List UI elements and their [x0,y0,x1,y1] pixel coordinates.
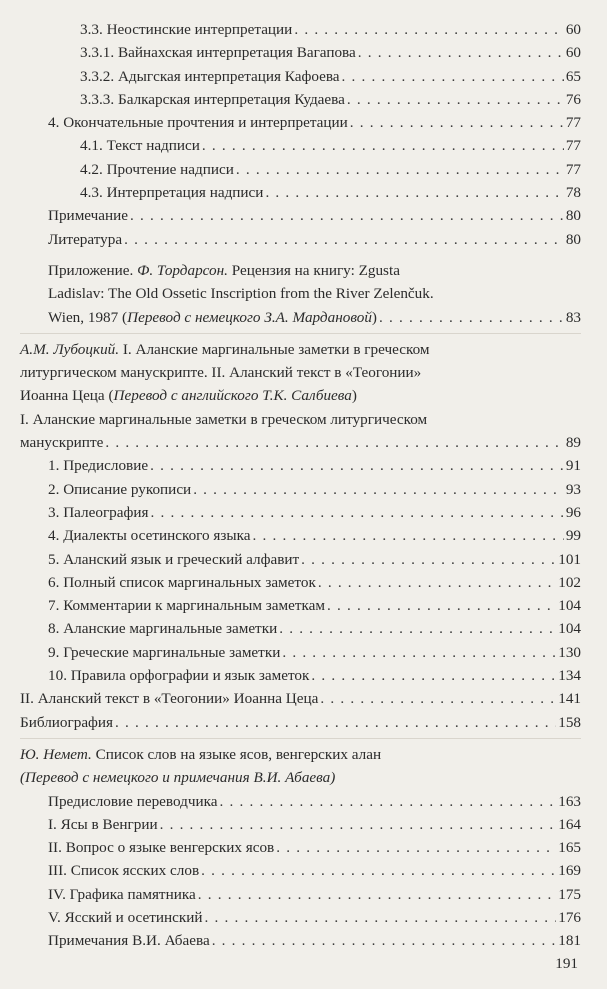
leader-dots [350,111,564,134]
toc-entry-title: V. Ясский и осетинский [48,908,203,926]
toc-entry [0,617,607,640]
leader-dots [202,134,564,157]
toc-entry-title: 8. Аланские маргинальные заметки [48,620,278,638]
toc-entry-page: 104 [558,620,581,638]
toc-entry [0,158,607,181]
toc-entry [0,813,607,836]
divider [20,333,581,334]
toc-entry-page: 99 [565,527,581,545]
leader-dots [279,617,556,640]
table-of-contents [0,18,607,953]
toc-entry [0,859,607,882]
nemeth-author: Ю. Немет. [20,745,92,763]
toc-entry [0,594,607,617]
toc-entry-title: 2. Описание рукописи [48,480,192,498]
toc-entry-title: Литература [48,230,123,248]
toc-entry-title: II. Аланский текст в «Теогонии» Иоанна Цеца [20,690,319,708]
leader-dots [204,906,556,929]
leader-dots [252,524,563,547]
toc-entry-page: 96 [565,503,581,521]
lubotsky-line-1 [0,338,607,361]
leader-dots [150,454,564,477]
toc-entry-title: 3. Палеография [48,503,149,521]
toc-entry-page: 77 [565,137,581,155]
toc-entry-title: Примечания В.И. Абаева [48,932,210,950]
toc-entry-title: 7. Комментарии к маргинальным заметкам [48,597,326,615]
lubotsky-title-2: литургическом манускрипте. II. Аланский текст в «Теогонии» [20,364,422,382]
part-i-page: 89 [565,434,581,452]
leader-dots [150,501,563,524]
toc-entry-page: 76 [565,90,581,108]
toc-entry-title: I. Ясы в Венгрии [48,815,158,833]
leader-dots [327,594,556,617]
toc-entry [0,929,607,952]
toc-entry-page: 163 [558,792,581,810]
leader-dots [201,859,556,882]
lubotsky-line-2 [0,361,607,384]
toc-entry-page: 60 [565,44,581,62]
appendix-title-start: Рецензия на книгу: Zgusta [227,261,400,279]
toc-entry [0,883,607,906]
leader-dots [347,88,564,111]
toc-entry-page: 141 [558,690,581,708]
part-i-title: I. Аланские маргинальные заметки в греческом литургическом [20,410,428,428]
toc-entry-page: 60 [565,21,581,38]
appendix-page: 83 [565,308,581,326]
toc-entry-page: 134 [558,667,581,685]
appendix-title-cont: Ladislav: The Old Ossetic Inscription from the River Zelenčuk. [48,285,434,303]
part-i-line-1 [0,408,607,431]
toc-entry-page: 65 [565,67,581,85]
leader-dots [311,664,556,687]
toc-section-3 [0,790,607,953]
toc-entry-page: 77 [565,160,581,178]
toc-entry [0,134,607,157]
toc-entry-title: 4.1. Текст надписи [80,137,200,155]
lubotsky-title-3: Иоанна Цеца ( [20,387,114,405]
toc-entry [0,18,607,41]
leader-dots [276,836,556,859]
toc-entry-title: IV. Графика памятника [48,885,196,903]
leader-dots [115,711,556,734]
toc-entry-page: 93 [565,480,581,498]
toc-entry-page: 130 [558,643,581,661]
appendix-line-3: Wien, 1987 (Перевод с немецкого З.А. Мардановой) . . . 83 [0,306,607,329]
toc-entry [0,501,607,524]
leader-dots [212,929,557,952]
leader-dots [160,813,557,836]
toc-entry [0,228,607,251]
toc-entry-title: 4. Диалекты осетинского языка [48,527,251,545]
toc-entry-title: Библиография [20,713,114,731]
toc-entry [0,836,607,859]
toc-entry [0,88,607,111]
toc-entry-page: 176 [558,908,581,926]
page-number: 191 [555,955,578,972]
toc-entry-page: 169 [558,862,581,880]
toc-entry [0,454,607,477]
leader-dots [198,883,556,906]
toc-entry-page: 101 [558,550,581,568]
lubotsky-title-1: I. Аланские маргинальные заметки в греческом [119,340,430,358]
toc-entry-page: 77 [565,114,581,132]
part-i-line-2 [0,431,607,454]
toc-entry-title: 4.3. Интерпретация надписи [80,184,264,202]
toc-entry-title: 4. Окончательные прочтения и интерпретации [48,114,348,132]
toc-entry-title: 1. Предисловие [48,457,149,475]
toc-entry-page: 158 [558,713,581,731]
leader-dots [282,641,556,664]
toc-entry [0,641,607,664]
toc-entry-page: 165 [558,839,581,857]
leader-dots [342,65,564,88]
leader-dots [301,548,556,571]
leader-dots [265,181,563,204]
toc-entry [0,478,607,501]
toc-entry-page: 91 [565,457,581,475]
toc-entry-title: 4.2. Прочтение надписи [80,160,234,178]
toc-entry-page: 80 [565,207,581,225]
toc-section-1 [0,18,607,251]
toc-entry-title: 3.3. Неостинские интерпретации [80,21,293,38]
leader-dots [220,790,557,813]
leader-dots [124,228,564,251]
nemeth-line-1 [0,743,607,766]
toc-entry [0,906,607,929]
appendix-line-2 [0,282,607,305]
toc-entry-page: 78 [565,184,581,202]
toc-entry-title: 3.3.3. Балкарская интерпретация Кудаева [80,90,345,108]
toc-entry-title: II. Вопрос о языке венгерских ясов [48,839,275,857]
toc-entry-page: 181 [558,932,581,950]
toc-entry [0,571,607,594]
toc-entry [0,687,607,710]
leader-dots [294,18,563,41]
toc-entry-title: III. Список ясских слов [48,862,200,880]
toc-entry-page: 175 [558,885,581,903]
toc-entry [0,111,607,134]
toc-entry-title: 5. Аланский язык и греческий алфавит [48,550,300,568]
toc-entry-page: 80 [565,230,581,248]
toc-entry [0,524,607,547]
lubotsky-translator: Перевод с английского Т.К. Салбиева [113,387,352,405]
toc-entry-title: 9. Греческие маргинальные заметки [48,643,281,661]
toc-entry-title: Предисловие переводчика [48,792,218,810]
leader-dots [318,571,556,594]
toc-entry [0,711,607,734]
toc-entry-title: 3.3.1. Вайнахская интерпретация Вагапова [80,44,356,62]
leader-dots [193,478,564,501]
appendix-edition: Wien, 1987 ( [48,308,128,326]
nemeth-translator: (Перевод с немецкого и примечания В.И. Абаева) [20,769,336,787]
toc-entry [0,181,607,204]
toc-entry [0,664,607,687]
divider [20,738,581,739]
appendix-prefix: Приложение. [48,261,138,279]
part-i-title-cont: манускрипте [20,434,104,452]
leader-dots [358,41,564,64]
toc-entry-page: 102 [558,573,581,591]
toc-entry-title: 3.3.2. Адыгская интерпретация Кафоева [80,67,340,85]
appendix-author: Ф. Тордарсон. [137,261,228,279]
toc-entry-title: 6. Полный список маргинальных заметок [48,573,316,591]
nemeth-title: Список слов на языке ясов, венгерских алан [91,745,382,763]
toc-entry-page: 164 [558,815,581,833]
leader-dots [379,306,564,329]
leader-dots [130,204,564,227]
toc-entry [0,548,607,571]
toc-entry [0,65,607,88]
toc-entry [0,41,607,64]
appendix-line-1 [0,259,607,282]
lubotsky-line-3: Иоанна Цеца (Перевод с английского Т.К. Салбиева) [20,387,357,405]
nemeth-line-2 [0,766,607,789]
toc-entry-title: Примечание [48,207,129,225]
toc-entry-page: 104 [558,597,581,615]
leader-dots [236,158,564,181]
toc-entry-title: 10. Правила орфографии и язык заметок [48,667,310,685]
leader-dots [320,687,556,710]
lubotsky-author: А.М. Лубоцкий. [20,340,120,358]
toc-section-2 [0,454,607,734]
appendix-translator: Перевод с немецкого З.А. Мардановой [127,308,372,326]
leader-dots [105,431,563,454]
toc-entry [0,790,607,813]
toc-entry [0,204,607,227]
